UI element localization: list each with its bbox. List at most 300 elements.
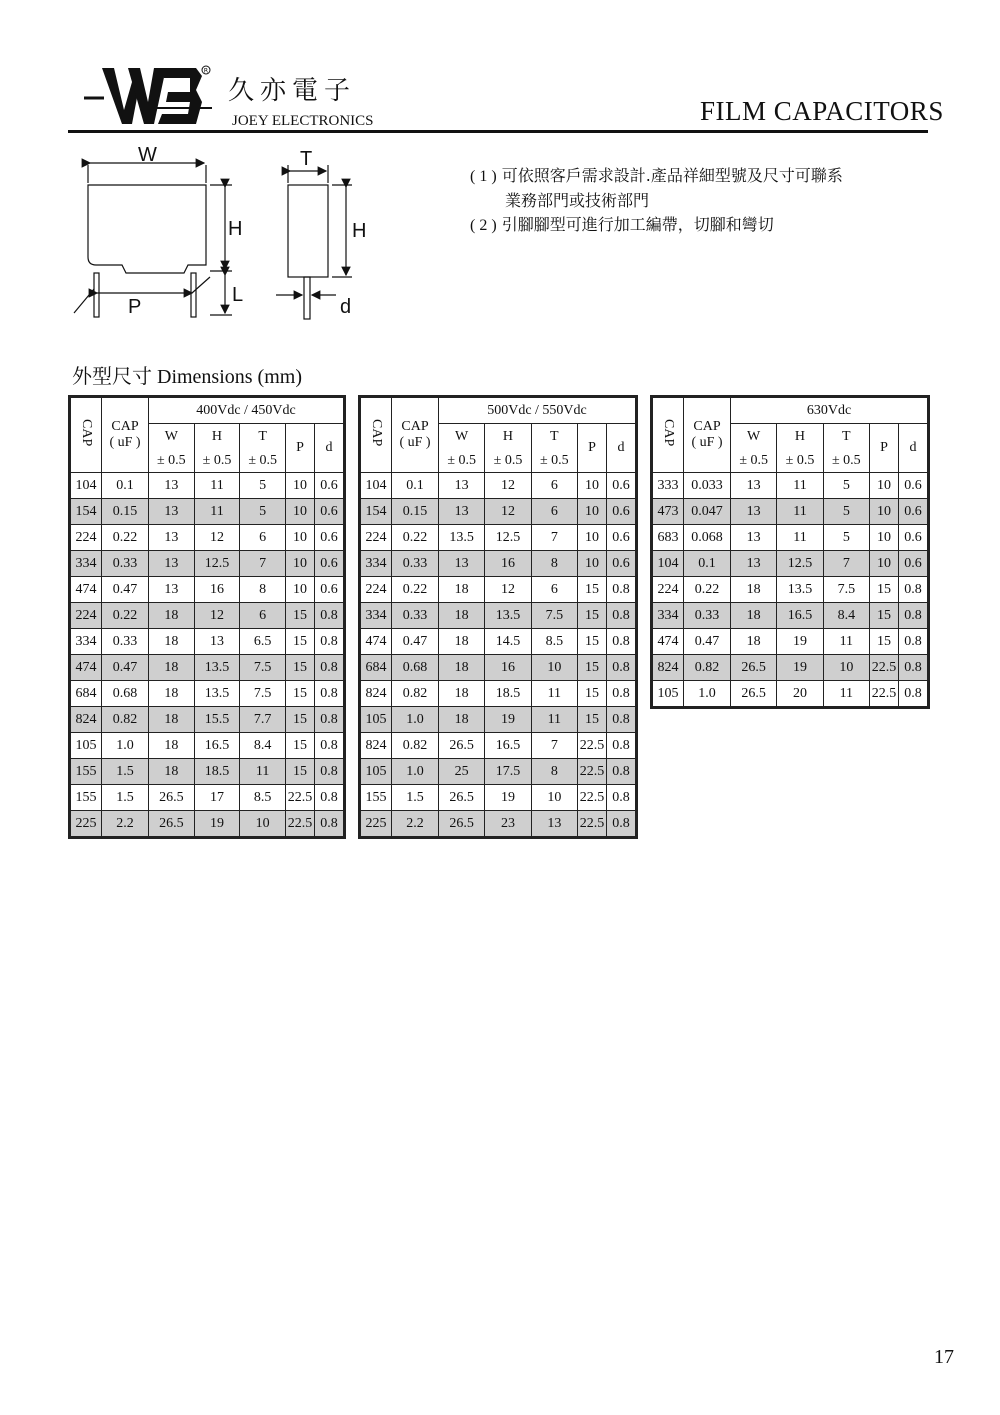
t-value: 7 <box>531 525 577 551</box>
cap-code: 105 <box>360 707 392 733</box>
t-value: 5 <box>823 473 869 499</box>
w-value: 13 <box>439 499 485 525</box>
h-value: 16 <box>485 551 531 577</box>
t-value: 8 <box>240 577 286 603</box>
table-row <box>652 655 929 681</box>
table-row <box>652 525 929 551</box>
cap-code: 334 <box>70 629 102 655</box>
cap-code: 683 <box>652 525 684 551</box>
h-value: 12 <box>485 577 531 603</box>
p-value: 22.5 <box>578 811 607 838</box>
w-value: 26.5 <box>439 811 485 838</box>
p-value: 22.5 <box>870 681 899 708</box>
header-d: d <box>607 424 637 473</box>
page-number: 17 <box>934 1346 954 1368</box>
h-value: 13 <box>194 629 240 655</box>
header-d: d <box>315 424 345 473</box>
h-value: 12.5 <box>777 551 823 577</box>
table-row <box>652 629 929 655</box>
notes <box>470 164 843 238</box>
cap-value: 0.82 <box>392 681 439 707</box>
h-value: 14.5 <box>485 629 531 655</box>
header-cap: CAP ( uF ) <box>392 397 439 473</box>
p-value: 22.5 <box>286 785 315 811</box>
p-value: 10 <box>286 551 315 577</box>
cap-code: 684 <box>70 681 102 707</box>
p-value: 10 <box>578 525 607 551</box>
d-value: 0.8 <box>607 603 637 629</box>
h-value: 17 <box>194 785 240 811</box>
table-row <box>360 629 637 655</box>
header-t: T <box>240 424 286 451</box>
note-1 <box>470 164 843 189</box>
table-row <box>360 707 637 733</box>
p-value: 15 <box>286 629 315 655</box>
table-row <box>360 577 637 603</box>
cap-code: 333 <box>652 473 684 499</box>
cap-value: 1.5 <box>392 785 439 811</box>
t-value: 6 <box>240 525 286 551</box>
brand-name-chinese: 久亦電子 <box>228 76 357 106</box>
cap-code: 224 <box>360 577 392 603</box>
joey-logo <box>84 62 214 132</box>
p-value: 15 <box>286 707 315 733</box>
p-value: 15 <box>578 629 607 655</box>
cap-value: 0.1 <box>684 551 731 577</box>
header-h-tolerance: ± 0.5 <box>485 450 531 473</box>
cap-value: 0.33 <box>102 551 149 577</box>
h-value: 23 <box>485 811 531 838</box>
w-value: 18 <box>149 681 195 707</box>
p-value: 10 <box>286 577 315 603</box>
cap-code: 824 <box>652 655 684 681</box>
header-h: H <box>485 424 531 451</box>
d-value: 0.6 <box>899 473 929 499</box>
h-value: 19 <box>485 785 531 811</box>
cap-value: 0.1 <box>392 473 439 499</box>
label-w: W <box>138 144 157 166</box>
w-value: 13 <box>731 473 777 499</box>
brand-name-english: JOEY ELECTRONICS <box>232 113 374 129</box>
p-value: 15 <box>286 655 315 681</box>
w-value: 13 <box>439 551 485 577</box>
cap-code: 104 <box>70 473 102 499</box>
p-value: 15 <box>286 681 315 707</box>
d-value: 0.8 <box>315 733 345 759</box>
w-value: 18 <box>149 603 195 629</box>
w-value: 13 <box>731 525 777 551</box>
header-row <box>652 397 929 424</box>
t-value: 7 <box>823 551 869 577</box>
h-value: 12 <box>485 499 531 525</box>
d-value: 0.6 <box>315 499 345 525</box>
w-value: 18 <box>149 733 195 759</box>
w-value: 13 <box>731 551 777 577</box>
cap-code: 224 <box>70 525 102 551</box>
cap-value: 0.82 <box>684 655 731 681</box>
h-value: 11 <box>777 525 823 551</box>
header-w-tolerance: ± 0.5 <box>439 450 485 473</box>
h-value: 13.5 <box>485 603 531 629</box>
p-value: 15 <box>578 655 607 681</box>
h-value: 16 <box>485 655 531 681</box>
cap-value: 0.033 <box>684 473 731 499</box>
cap-code: 684 <box>360 655 392 681</box>
w-value: 13 <box>149 525 195 551</box>
header-cap: CAP ( uF ) <box>102 397 149 473</box>
dimension-table-500vdc <box>358 395 638 839</box>
cap-code: 474 <box>70 655 102 681</box>
t-value: 5 <box>823 499 869 525</box>
cap-value: 1.0 <box>392 707 439 733</box>
d-value: 0.8 <box>315 707 345 733</box>
t-value: 13 <box>531 811 577 838</box>
cap-value: 1.0 <box>684 681 731 708</box>
header-cap-code: CAP <box>652 397 684 473</box>
d-value: 0.6 <box>607 525 637 551</box>
w-value: 26.5 <box>731 655 777 681</box>
d-value: 0.6 <box>315 577 345 603</box>
p-value: 22.5 <box>578 733 607 759</box>
w-value: 18 <box>439 655 485 681</box>
d-value: 0.6 <box>315 473 345 499</box>
label-h-front: H <box>228 218 243 240</box>
d-value: 0.8 <box>315 603 345 629</box>
header-p: P <box>286 424 315 473</box>
cap-code: 224 <box>652 577 684 603</box>
header-t: T <box>531 424 577 451</box>
table-row <box>70 707 345 733</box>
cap-value: 0.15 <box>102 499 149 525</box>
w-value: 25 <box>439 759 485 785</box>
d-value: 0.6 <box>607 473 637 499</box>
header-p: P <box>870 424 899 473</box>
p-value: 10 <box>286 525 315 551</box>
cap-value: 0.15 <box>392 499 439 525</box>
h-value: 12 <box>194 525 240 551</box>
p-value: 10 <box>870 551 899 577</box>
dimension-table-400vdc <box>68 395 346 839</box>
table-row <box>652 551 929 577</box>
t-value: 7.5 <box>240 681 286 707</box>
table-row <box>360 655 637 681</box>
p-value: 22.5 <box>578 785 607 811</box>
p-value: 15 <box>578 681 607 707</box>
table-row <box>70 473 345 499</box>
p-value: 15 <box>286 733 315 759</box>
note-1-text: 可依照客戶需求設計.產品祥細型號及尺寸可聯系 <box>501 166 843 185</box>
p-value: 10 <box>870 525 899 551</box>
header-t-tolerance: ± 0.5 <box>531 450 577 473</box>
cap-value: 0.47 <box>392 629 439 655</box>
table-row <box>70 655 345 681</box>
cap-value: 0.22 <box>102 525 149 551</box>
p-value: 15 <box>578 577 607 603</box>
w-value: 26.5 <box>149 785 195 811</box>
note-2 <box>470 213 843 238</box>
p-value: 15 <box>870 603 899 629</box>
p-value: 22.5 <box>578 759 607 785</box>
cap-value: 0.22 <box>684 577 731 603</box>
table-row <box>70 733 345 759</box>
d-value: 0.8 <box>607 681 637 707</box>
w-value: 18 <box>439 681 485 707</box>
h-value: 16.5 <box>777 603 823 629</box>
cap-value: 2.2 <box>102 811 149 838</box>
d-value: 0.6 <box>607 551 637 577</box>
header-cap-code: CAP <box>70 397 102 473</box>
h-value: 19 <box>777 655 823 681</box>
p-value: 15 <box>578 603 607 629</box>
d-value: 0.8 <box>315 655 345 681</box>
label-l: L <box>232 284 244 306</box>
d-value: 0.8 <box>899 577 929 603</box>
note-1-continuation: 業務部門或技術部門 <box>505 191 650 210</box>
d-value: 0.8 <box>899 655 929 681</box>
t-value: 8.4 <box>240 733 286 759</box>
d-value: 0.8 <box>315 759 345 785</box>
header-cap: CAP ( uF ) <box>684 397 731 473</box>
d-value: 0.8 <box>607 811 637 838</box>
d-value: 0.8 <box>899 603 929 629</box>
cap-value: 0.33 <box>684 603 731 629</box>
t-value: 8 <box>531 551 577 577</box>
cap-code: 824 <box>70 707 102 733</box>
table-row <box>360 603 637 629</box>
header-h-tolerance: ± 0.5 <box>194 450 240 473</box>
w-value: 13 <box>439 473 485 499</box>
h-value: 11 <box>194 473 240 499</box>
table-row <box>360 733 637 759</box>
header-rule <box>68 130 928 133</box>
cap-value: 0.068 <box>684 525 731 551</box>
cap-code: 105 <box>70 733 102 759</box>
h-value: 11 <box>194 499 240 525</box>
cap-code: 224 <box>70 603 102 629</box>
d-value: 0.8 <box>315 811 345 838</box>
cap-value: 0.22 <box>392 577 439 603</box>
d-value: 0.8 <box>315 785 345 811</box>
cap-code: 225 <box>70 811 102 838</box>
table-row <box>70 629 345 655</box>
label-d: d <box>340 296 352 318</box>
label-t: T <box>300 148 313 170</box>
cap-code: 104 <box>652 551 684 577</box>
header-w: W <box>439 424 485 451</box>
table-row <box>70 577 345 603</box>
cap-value: 0.22 <box>392 525 439 551</box>
t-value: 10 <box>823 655 869 681</box>
header-row <box>70 397 345 424</box>
label-p: P <box>128 296 142 318</box>
w-value: 18 <box>731 577 777 603</box>
t-value: 8.4 <box>823 603 869 629</box>
h-value: 11 <box>777 473 823 499</box>
t-value: 6 <box>531 577 577 603</box>
table-row <box>360 681 637 707</box>
w-value: 18 <box>439 603 485 629</box>
table-row <box>360 525 637 551</box>
cap-value: 0.33 <box>392 603 439 629</box>
table-row <box>360 811 637 838</box>
d-value: 0.6 <box>899 551 929 577</box>
header-p: P <box>578 424 607 473</box>
table-row <box>70 551 345 577</box>
dimension-table-630vdc <box>650 395 930 709</box>
t-value: 5 <box>240 473 286 499</box>
w-value: 13 <box>149 551 195 577</box>
table-row <box>652 499 929 525</box>
table-row <box>652 681 929 708</box>
h-value: 11 <box>777 499 823 525</box>
p-value: 10 <box>870 499 899 525</box>
w-value: 26.5 <box>731 681 777 708</box>
h-value: 19 <box>485 707 531 733</box>
p-value: 15 <box>870 629 899 655</box>
header-d: d <box>899 424 929 473</box>
table-row <box>360 551 637 577</box>
w-value: 13 <box>149 577 195 603</box>
h-value: 16 <box>194 577 240 603</box>
p-value: 10 <box>286 473 315 499</box>
p-value: 15 <box>286 759 315 785</box>
d-value: 0.6 <box>315 551 345 577</box>
w-value: 18 <box>439 629 485 655</box>
d-value: 0.8 <box>607 785 637 811</box>
d-value: 0.6 <box>315 525 345 551</box>
h-value: 12 <box>194 603 240 629</box>
w-value: 26.5 <box>439 785 485 811</box>
table-row <box>70 681 345 707</box>
d-value: 0.8 <box>607 759 637 785</box>
t-value: 10 <box>240 811 286 838</box>
h-value: 13.5 <box>194 655 240 681</box>
w-value: 18 <box>149 655 195 681</box>
w-value: 18 <box>149 759 195 785</box>
d-value: 0.8 <box>899 629 929 655</box>
cap-code: 474 <box>360 629 392 655</box>
t-value: 11 <box>240 759 286 785</box>
header-h: H <box>194 424 240 451</box>
p-value: 22.5 <box>870 655 899 681</box>
note-1-number: ( 1 ) <box>470 168 497 185</box>
t-value: 6 <box>531 473 577 499</box>
capacitor-dimension-diagram <box>60 143 380 323</box>
h-value: 18.5 <box>485 681 531 707</box>
t-value: 11 <box>823 681 869 708</box>
cap-value: 0.47 <box>102 655 149 681</box>
table-row <box>70 759 345 785</box>
t-value: 8 <box>531 759 577 785</box>
h-value: 12.5 <box>194 551 240 577</box>
table-row <box>70 811 345 838</box>
w-value: 13.5 <box>439 525 485 551</box>
header-w-tolerance: ± 0.5 <box>731 450 777 473</box>
header-voltage: 500Vdc / 550Vdc <box>439 397 637 424</box>
d-value: 0.8 <box>607 733 637 759</box>
cap-value: 1.0 <box>392 759 439 785</box>
cap-value: 0.1 <box>102 473 149 499</box>
d-value: 0.8 <box>607 655 637 681</box>
t-value: 7.5 <box>823 577 869 603</box>
cap-value: 0.68 <box>392 655 439 681</box>
cap-code: 154 <box>70 499 102 525</box>
header-h: H <box>777 424 823 451</box>
h-value: 12.5 <box>485 525 531 551</box>
t-value: 10 <box>531 785 577 811</box>
t-value: 5 <box>240 499 286 525</box>
cap-code: 824 <box>360 681 392 707</box>
d-value: 0.8 <box>899 681 929 708</box>
p-value: 10 <box>286 499 315 525</box>
t-value: 8.5 <box>240 785 286 811</box>
cap-code: 824 <box>360 733 392 759</box>
p-value: 22.5 <box>286 811 315 838</box>
w-value: 18 <box>731 603 777 629</box>
cap-code: 155 <box>360 785 392 811</box>
cap-code: 334 <box>360 551 392 577</box>
w-value: 13 <box>149 473 195 499</box>
cap-code: 474 <box>652 629 684 655</box>
table-row <box>652 577 929 603</box>
d-value: 0.8 <box>315 681 345 707</box>
cap-value: 0.47 <box>684 629 731 655</box>
header-row <box>360 397 637 424</box>
d-value: 0.8 <box>607 577 637 603</box>
table-row <box>360 499 637 525</box>
t-value: 7 <box>240 551 286 577</box>
p-value: 10 <box>578 551 607 577</box>
cap-value: 0.82 <box>392 733 439 759</box>
cap-code: 224 <box>360 525 392 551</box>
header-t-tolerance: ± 0.5 <box>823 450 869 473</box>
header-voltage: 630Vdc <box>731 397 929 424</box>
w-value: 18 <box>439 577 485 603</box>
t-value: 7.7 <box>240 707 286 733</box>
h-value: 13.5 <box>194 681 240 707</box>
cap-code: 105 <box>360 759 392 785</box>
cap-value: 0.33 <box>392 551 439 577</box>
cap-value: 0.047 <box>684 499 731 525</box>
cap-code: 155 <box>70 785 102 811</box>
cap-value: 0.47 <box>102 577 149 603</box>
h-value: 16.5 <box>485 733 531 759</box>
t-value: 7.5 <box>531 603 577 629</box>
t-value: 7.5 <box>240 655 286 681</box>
table-row <box>70 603 345 629</box>
header-cap-code: CAP <box>360 397 392 473</box>
p-value: 10 <box>578 473 607 499</box>
table-row <box>360 473 637 499</box>
label-h-side: H <box>352 220 367 242</box>
w-value: 18 <box>149 707 195 733</box>
header-w: W <box>149 424 195 451</box>
cap-code: 155 <box>70 759 102 785</box>
dimensions-title: 外型尺寸 Dimensions (mm) <box>72 366 302 388</box>
cap-code: 334 <box>360 603 392 629</box>
cap-code: 225 <box>360 811 392 838</box>
w-value: 26.5 <box>149 811 195 838</box>
h-value: 13.5 <box>777 577 823 603</box>
svg-text:R: R <box>203 67 209 75</box>
w-value: 26.5 <box>439 733 485 759</box>
t-value: 11 <box>531 707 577 733</box>
w-value: 13 <box>731 499 777 525</box>
h-value: 20 <box>777 681 823 708</box>
table-row <box>360 759 637 785</box>
header-w: W <box>731 424 777 451</box>
t-value: 5 <box>823 525 869 551</box>
